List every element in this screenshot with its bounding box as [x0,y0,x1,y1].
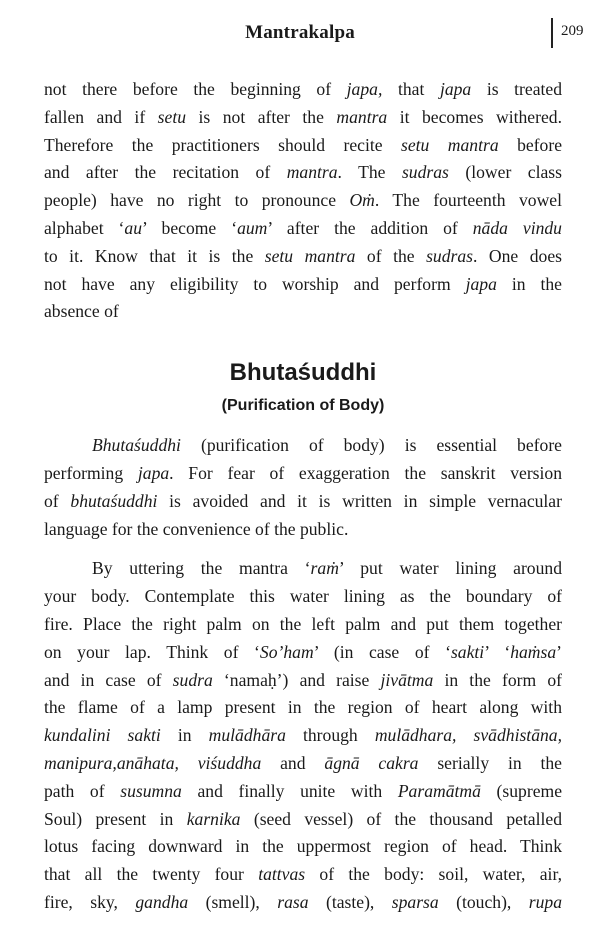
text-line: fallen and if setu is not after the mantra it becomes withered. [44,106,562,127]
paragraph-bhutasuddhi-procedure [44,555,562,916]
text-line: Therefore the practitioners should recite setu mantra before [44,134,563,155]
italic-term: mantra [336,106,388,127]
italic-term: sakti [450,641,485,662]
italic-term: Paramātmā [397,780,481,801]
text-line: and after the recitation of mantra. The sudras (lower class [44,162,562,183]
italic-term: karnika [186,808,241,829]
italic-term: Oṁ [349,190,375,211]
italic-term: haṁsa [510,641,557,662]
italic-term: gandha [135,891,189,912]
text-line: your body. Contemplate this water lining as the boundary of [44,586,562,607]
text-line: that all the twenty four tattvas of the body: soil, water, air, [44,864,562,885]
italic-term: bhutaśuddhi [70,490,158,511]
section-subtitle: (Purification of Body) [221,397,385,415]
italic-term: setu [157,106,187,127]
italic-term: susumna [120,780,182,801]
text-line: people) have no right to pronounce Oṁ. The fourteenth vowel [44,190,562,211]
text-line: lotus facing downward in the uppermost region of head. Think [44,836,562,857]
paragraph-bhutasuddhi-intro [44,432,562,543]
italic-term: nāda vindu [472,217,562,238]
paragraph-continuation [44,76,562,326]
running-head [0,22,600,52]
page-number: 209 [561,23,584,39]
italic-term: Bhutaśuddhi [92,435,181,456]
italic-term: japa, [346,79,383,99]
page-body [44,76,562,917]
italic-term: japa [439,79,472,99]
text-line: language for the convenience of the public. [44,518,349,539]
text-line: not have any eligibility to worship and perform japa in the [44,273,562,294]
italic-term: mantra [286,162,338,183]
italic-term: setu mantra [401,134,499,155]
text-line: fire, sky, gandha (smell), rasa (taste), sparsa (touch), rupa [44,891,563,912]
text-line: By uttering the mantra ‘raṁ’ put water lining around [92,558,562,579]
italic-term: tattvas [258,864,306,885]
italic-term: setu mantra [264,245,356,266]
italic-term: So’ham [259,641,314,662]
italic-term: sparsa [391,891,439,912]
text-line: not there before the beginning of japa, that japa is treated [44,79,563,99]
italic-term: manipura,anāhata, viśuddha [44,752,262,773]
running-title: Mantrakalpa [245,22,355,43]
text-line: fire. Place the right palm on the left palm and put them together [44,613,562,634]
italic-term: sudras [401,162,449,183]
text-line: on your lap. Think of ‘So’ham’ (in case of ‘sakti’ ‘haṁsa’ [44,641,563,662]
italic-term: rasa [277,891,309,912]
text-line: the flame of a lamp present in the region of heart along with [44,697,562,718]
italic-term: sudra [172,669,213,690]
text-line: alphabet ‘au’ become ‘aum’ after the addition of nāda vindu [44,217,562,238]
italic-term: rupa [528,891,563,912]
text-line: to it. Know that it is the setu mantra of the sudras. One does [44,245,562,266]
italic-term: mulādhāra [208,725,286,746]
text-line: manipura,anāhata, viśuddha and āgnā cakra serially in the [44,752,562,773]
italic-term: au [124,217,143,238]
italic-term: japa [465,273,497,294]
italic-term: japa [137,462,170,483]
text-line: Soul) present in karnika (seed vessel) of the thousand petalled [44,808,562,829]
italic-term: kundalini sakti [44,725,161,746]
italic-term: aum [237,217,268,238]
italic-term: raṁ [310,558,339,579]
italic-term: jivātma [380,669,434,690]
section-title: Bhutaśuddhi [229,359,377,387]
italic-term: sudras [426,245,474,266]
text-line: path of susumna and finally unite with Paramātmā (supreme [44,780,563,801]
text-line: of bhutaśuddhi is avoided and it is written in simple vernacular [44,490,562,511]
text-line: and in case of sudra ‘namaḥ’) and raise jivātma in the form of [44,669,562,690]
text-line: kundalini sakti in mulādhāra through mulādhara, svādhistāna, [44,725,562,746]
text-line: performing japa. For fear of exaggeration the sanskrit version [44,462,563,483]
header-divider [551,18,553,48]
italic-term: āgnā cakra [324,752,419,773]
text-line: Bhutaśuddhi (purification of body) is essential before [92,435,562,456]
text-line: absence of [44,301,119,322]
italic-term: mulādhara, svādhistāna, [374,725,562,746]
